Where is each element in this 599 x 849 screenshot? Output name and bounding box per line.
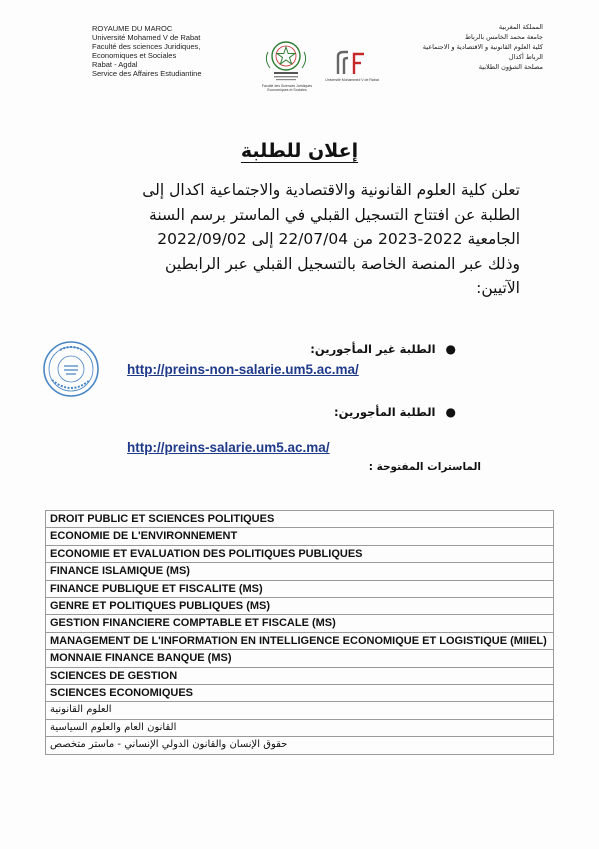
header-ar-line: الرباط أكدال: [508, 53, 543, 61]
header-fr-line: Economiques et Sociales: [92, 51, 177, 60]
header-ar-line: مصلحة الشؤون الطلابية: [478, 63, 543, 71]
table-row: [46, 598, 554, 615]
header-fr-line: Service des Affaires Estudiantine: [92, 69, 202, 78]
master-cell-arabic: [46, 737, 554, 754]
table-row: [46, 650, 554, 667]
header-ar-line: كلية العلوم القانونية و الاقتصادية و الاجتماعية: [422, 43, 543, 51]
master-cell: ECONOMIE DE L'ENVIRONNEMENT: [46, 528, 554, 545]
emblem-caption: Faculté des Sciences Juridiques Economiques et Sociales: [261, 84, 313, 92]
bullet-dot-icon: ●: [445, 405, 456, 419]
bullet-label: الطلبة المأجورين:: [334, 405, 436, 419]
paragraph-line: تعلن كلية العلوم القانونية والاقتصادية والاجتماعية اكدال إلى: [142, 181, 520, 199]
header-ar-line: المملكة المغربية: [498, 23, 543, 31]
master-cell: FINANCE PUBLIQUE ET FISCALITE (MS): [46, 580, 554, 597]
master-arabic-text: حقوق الإنسان والقانون الدولي الإنساني - ماستر متخصص: [50, 739, 288, 751]
header-fr-line: Faculté des sciences Juridiques,: [92, 42, 201, 51]
master-cell: FINANCE ISLAMIQUE (MS): [46, 563, 554, 580]
master-cell: MONNAIE FINANCE BANQUE (MS): [46, 650, 554, 667]
master-arabic-text: العلوم القانونية: [50, 704, 112, 716]
table-row: [46, 511, 554, 528]
master-cell: MANAGEMENT DE L'INFORMATION EN INTELLIGENCE ECONOMIQUE ET LOGISTIQUE (MIIEL): [46, 632, 554, 649]
university-caption: Université Mohammed V de Rabat: [325, 78, 379, 82]
header-fr-line: Rabat - Agdal: [92, 60, 138, 69]
link-non-salaried[interactable]: http://preins-non-salarie.um5.ac.ma/: [127, 362, 359, 377]
table-row: [46, 528, 554, 545]
table-row: [46, 563, 554, 580]
master-cell: GENRE ET POLITIQUES PUBLIQUES (MS): [46, 598, 554, 615]
table-row: [46, 615, 554, 632]
official-stamp: [42, 340, 100, 398]
table-row: [46, 702, 554, 719]
table-row: [46, 545, 554, 562]
table-row: [46, 580, 554, 597]
master-cell: GESTION FINANCIERE COMPTABLE ET FISCALE (MS): [46, 615, 554, 632]
bullet-salaried: [334, 405, 456, 419]
header-ar-line: جامعة محمد الخامس بالرباط: [464, 33, 543, 41]
table-row: [46, 667, 554, 684]
header-arabic: [373, 22, 543, 72]
paragraph-line: الآتيين:: [476, 279, 520, 297]
link-salaried[interactable]: http://preins-salarie.um5.ac.ma/: [127, 440, 330, 455]
header-french: [92, 24, 242, 78]
masters-label: الماسترات المفتوحة :: [368, 461, 481, 473]
bullet-non-salaried: [310, 342, 456, 356]
announcement-paragraph: [88, 178, 520, 301]
table-row: [46, 632, 554, 649]
page-title: إعلان للطلبة: [240, 140, 359, 162]
faculty-emblem-logo: [260, 38, 312, 86]
master-cell: SCIENCES ECONOMIQUES: [46, 685, 554, 702]
masters-table: [45, 510, 554, 755]
bullet-label: الطلبة غير المأجورين:: [310, 342, 436, 356]
header-fr-line: Université Mohamed V de Rabat: [92, 33, 201, 42]
master-cell: ECONOMIE ET EVALUATION DES POLITIQUES PUBLIQUES: [46, 545, 554, 562]
master-cell: DROIT PUBLIC ET SCIENCES POLITIQUES: [46, 511, 554, 528]
master-cell: SCIENCES DE GESTION: [46, 667, 554, 684]
bullet-dot-icon: ●: [445, 342, 456, 356]
table-row: [46, 719, 554, 736]
master-cell-arabic: [46, 702, 554, 719]
paragraph-line: الطلبة عن افتتاح التسجيل القبلي في الماستر برسم السنة: [149, 205, 520, 224]
master-arabic-text: القانون العام والعلوم السياسية: [50, 721, 177, 733]
table-row: [46, 685, 554, 702]
paragraph-line: وذلك عبر المنصة الخاصة بالتسجيل القبلي عبر الرابطين: [165, 254, 520, 273]
master-cell-arabic: [46, 719, 554, 736]
table-row: [46, 737, 554, 754]
paragraph-line: الجامعية 2022-2023 من 22/07/04 إلى 2022/09/02: [157, 230, 520, 248]
header-fr-line: ROYAUME DU MAROC: [92, 24, 173, 33]
